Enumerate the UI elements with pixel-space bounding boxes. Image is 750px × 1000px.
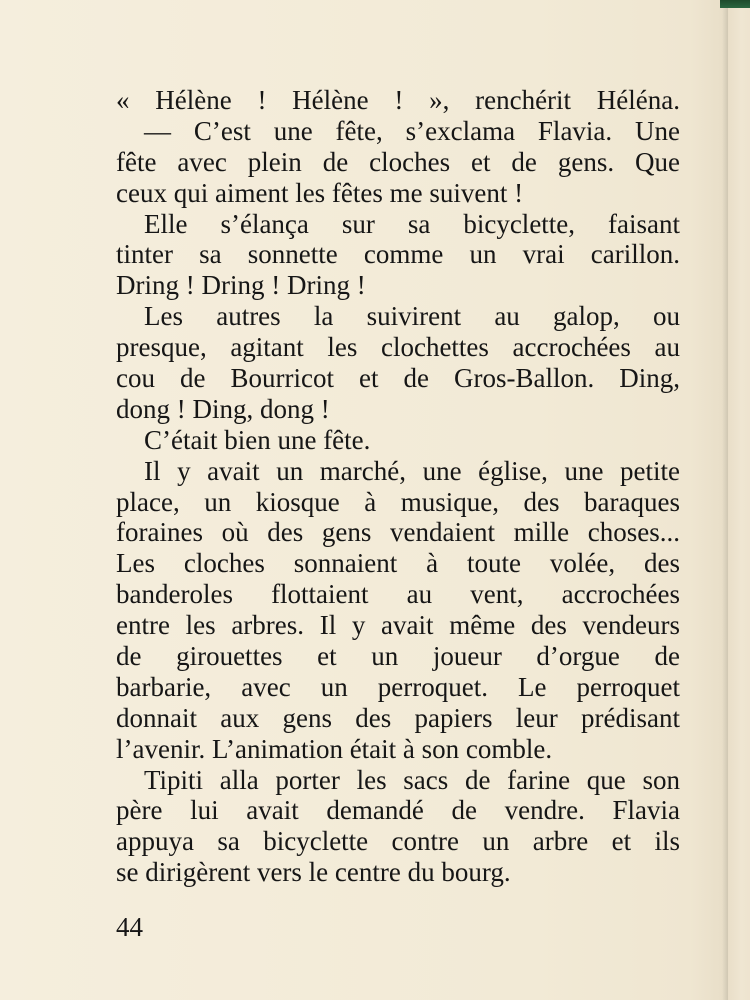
- text-line: barbarie, avec un perroquet. Le perroquet: [116, 671, 680, 702]
- text-line: Les autres la suivirent au galop, ou: [144, 301, 680, 332]
- text-line: Tipiti alla porter les sacs de farine que son: [144, 764, 680, 795]
- text-line: Dring ! Dring ! Dring !: [116, 270, 366, 301]
- text-line: père lui avait demandé de vendre. Flavia: [116, 795, 680, 826]
- bookmark-ribbon: [720, 0, 750, 8]
- text-line: C’était bien une fête.: [144, 424, 371, 455]
- text-line: l’avenir. L’animation était à son comble.: [116, 733, 553, 764]
- text-line: se dirigèrent vers le centre du bourg.: [116, 857, 511, 888]
- text-line: donnait aux gens des papiers leur prédisant: [116, 702, 680, 733]
- text-line: cou de Bourricot et de Gros-Ballon. Ding,: [116, 363, 680, 394]
- text-line: « Hélène ! Hélène ! », renchérit Héléna.: [116, 85, 680, 115]
- text-line: ceux qui aiment les fêtes me suivent !: [116, 177, 524, 208]
- text-line: Il y avait un marché, une église, une petite: [144, 455, 680, 486]
- text-line: tinter sa sonnette comme un vrai carillon.: [116, 239, 680, 270]
- text-line: Les cloches sonnaient à toute volée, des: [116, 548, 680, 579]
- text-line: entre les arbres. Il y avait même des vendeurs: [116, 610, 680, 641]
- text-line: presque, agitant les clochettes accrochées au: [116, 332, 680, 363]
- page-number: 44: [116, 912, 143, 942]
- text-line: — C’est une fête, s’exclama Flavia. Une: [144, 115, 680, 146]
- text-line: foraines où des gens vendaient mille choses...: [116, 517, 680, 548]
- text-line: place, un kiosque à musique, des baraques: [116, 486, 680, 517]
- text-line: Elle s’élança sur sa bicyclette, faisant: [144, 208, 680, 239]
- text-line: de girouettes et un joueur d’orgue de: [116, 641, 680, 672]
- page-edge: [728, 0, 750, 1000]
- text-line: fête avec plein de cloches et de gens. Que: [116, 146, 680, 177]
- text-line: banderoles flottaient au vent, accrochées: [116, 579, 680, 610]
- body-text: [116, 85, 680, 888]
- text-line: dong ! Ding, dong !: [116, 393, 330, 424]
- text-line: appuya sa bicyclette contre un arbre et ils: [116, 826, 680, 857]
